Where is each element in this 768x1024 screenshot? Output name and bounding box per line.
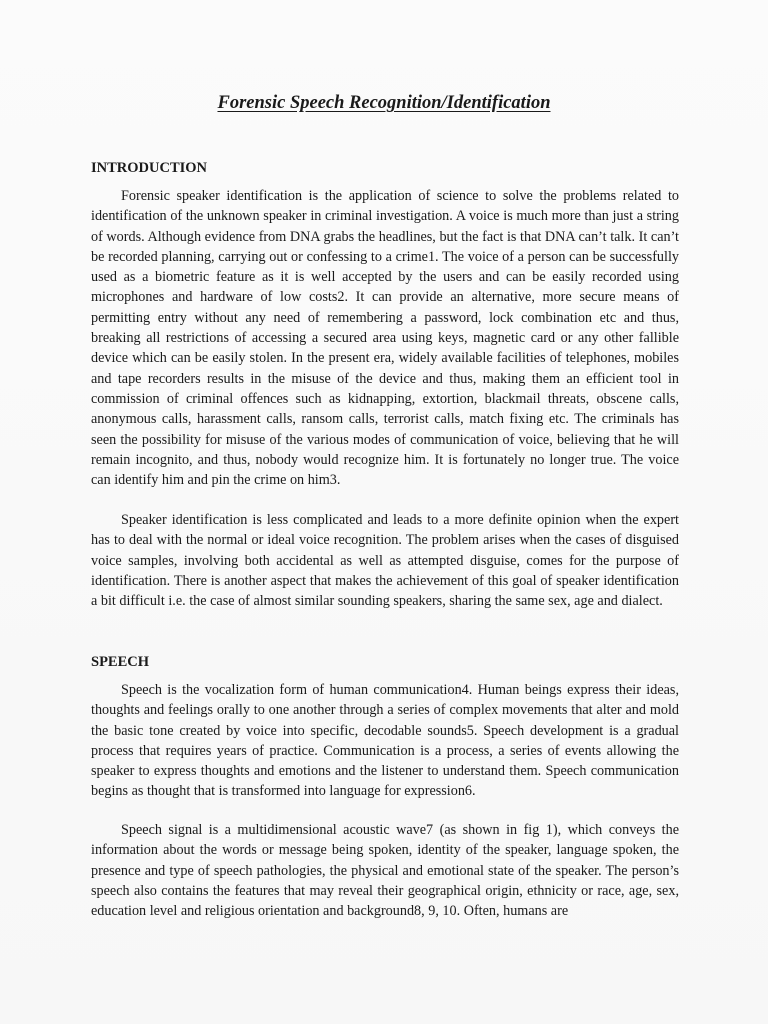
document-title: Forensic Speech Recognition/Identification — [217, 93, 551, 113]
section-introduction — [91, 158, 679, 610]
section-heading-introduction: INTRODUCTION — [91, 160, 208, 176]
paragraph: Forensic speaker identification is the application of science to solve the problems related to identification of the unknown speaker in criminal investigation. A voice is much more than just a string of words. Although evidence from DNA grabs the headlines, but the fact is that DNA can’t talk. It can’t be recorded planning, carrying out or confessing to a crime1. The voice of a person can be successfully used as a biometric feature as it is well accepted by the users and can be easily recorded using microphones and hardware of low costs2. It can provide an alternative, more secure means of permitting entry without any need of remembering a password, lock combination etc and thus, breaking all restrictions of accessing a secured area using keys, magnetic card or any other fallible device which can be easily stolen. In the present era, widely available facilities of telephones, mobiles and tape recorders results in the misuse of the device and thus, making them an efficient tool in commission of criminal offences such as kidnapping, extortion, blackmail threats, obscene calls, anonymous calls, harassment calls, ransom calls, terrorist calls, match fixing etc. The criminals has seen the possibility for misuse of the various modes of communication of voice, believing that he will remain incognito, and thus, nobody would recognize him. It is fortunately no longer true. The voice can identify him and pin the crime on him3. — [91, 188, 679, 489]
paragraph: Speaker identification is less complicated and leads to a more definite opinion when the expert has to deal with the normal or ideal voice recognition. The problem arises when the cases of disguised voice samples, involving both accidental as well as attempted disguise, comes for the purpose of identification. There is another aspect that makes the achievement of this goal of speaker identification a bit difficult i.e. the case of almost similar sounding speakers, sharing the same sex, age and dialect. — [91, 512, 679, 610]
paragraph: Speech signal is a multidimensional acoustic wave7 (as shown in fig 1), which conveys the information about the words or message being spoken, identity of the speaker, language spoken, the presence and type of speech pathologies, the physical and emotional state of the speaker. The person’s speech also contains the features that may reveal their geographical origin, ethnicity or race, age, sex, education level and religious orientation and background8, 9, 10. Often, humans are — [91, 822, 679, 920]
section-heading-speech: SPEECH — [91, 654, 150, 670]
section-speech — [91, 652, 679, 920]
paragraph: Speech is the vocalization form of human communication4. Human beings express their ideas, thoughts and feelings orally to one another through a series of complex movements that alter and mold the basic tone created by voice into specific, decodable sounds5. Speech development is a gradual process that requires years of practice. Communication is a process, a series of events allowing the speaker to express thoughts and emotions and the listener to understand them. Speech communication begins as thought that is transformed into language for expression6. — [91, 682, 679, 800]
